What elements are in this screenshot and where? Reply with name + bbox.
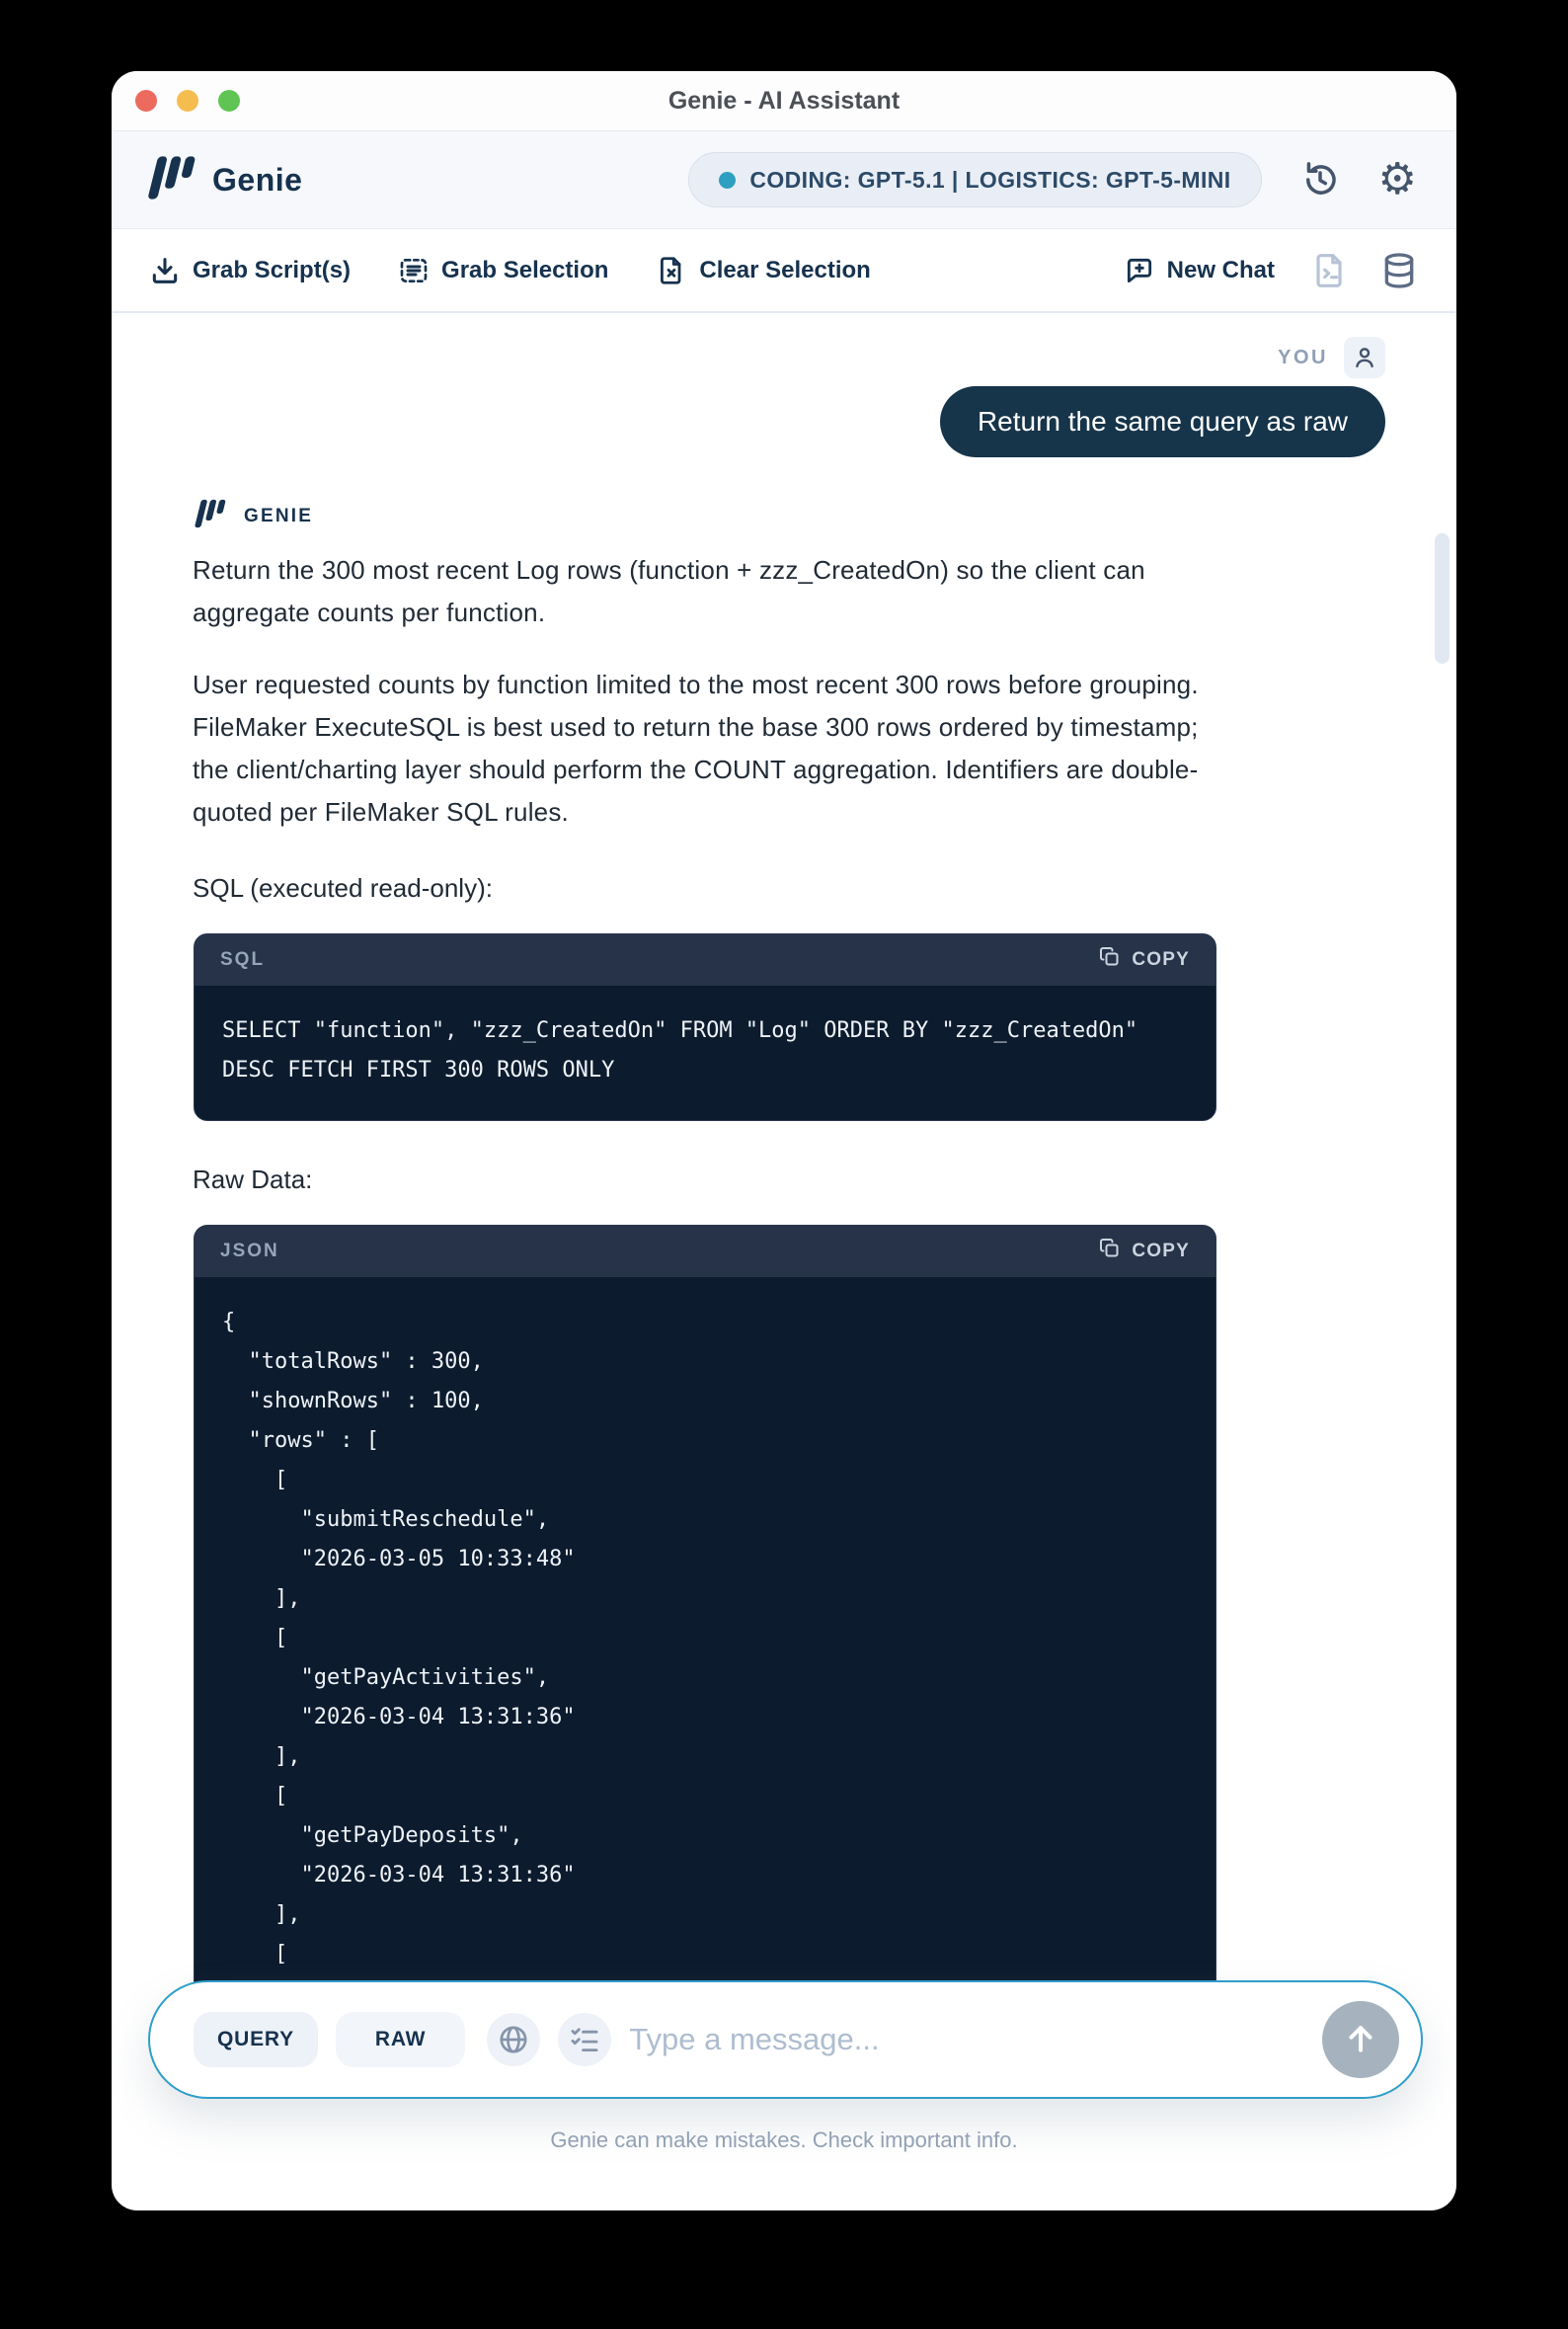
chat-area <box>112 337 1456 1995</box>
query-mode-chip[interactable]: QUERY <box>194 2012 318 2067</box>
close-window-button[interactable] <box>135 90 157 112</box>
sql-code-block <box>194 933 1216 1121</box>
grab-selection-label: Grab Selection <box>441 256 609 283</box>
database-icon[interactable] <box>1379 251 1419 290</box>
message-composer <box>148 1980 1423 2099</box>
sql-copy-button[interactable]: COPY <box>1098 945 1190 975</box>
genie-logo-icon-small <box>193 499 228 533</box>
copy-icon <box>1098 945 1122 975</box>
you-label: YOU <box>1278 346 1328 368</box>
clear-selection-label: Clear Selection <box>699 256 871 283</box>
json-code-block <box>194 1225 1216 1995</box>
send-arrow-icon <box>1341 2019 1380 2061</box>
send-button[interactable] <box>1322 2001 1399 2078</box>
genie-logo-icon <box>145 155 198 205</box>
history-icon[interactable] <box>1299 159 1341 201</box>
sql-language-badge: SQL <box>220 949 266 970</box>
copy-icon <box>1098 1237 1122 1266</box>
grab-scripts-button[interactable] <box>149 255 351 286</box>
user-avatar <box>1344 337 1385 378</box>
new-chat-button[interactable] <box>1124 255 1275 286</box>
app-window <box>112 71 1456 2210</box>
model-pill-label: CODING: GPT-5.1 | LOGISTICS: GPT-5-MINI <box>749 166 1231 193</box>
json-copy-button[interactable]: COPY <box>1098 1237 1190 1266</box>
assistant-paragraph-1: Return the 300 most recent Log rows (function + zzz_CreatedOn) so the client can aggregate counts per function. <box>193 555 1145 627</box>
assistant-paragraph-2: User requested counts by function limited to the most recent 300 rows before grouping. FileMaker ExecuteSQL is best used to return the base 300 rows ordered by timestamp; the client/charting layer should perform the COUNT aggregation. Identifiers are double-quoted per FileMaker SQL rules. <box>193 670 1199 827</box>
disclaimer-text: Genie can make mistakes. Check important info. <box>550 2128 1018 2152</box>
json-language-badge: JSON <box>220 1241 279 1261</box>
raw-mode-chip[interactable]: RAW <box>336 2012 465 2067</box>
status-dot <box>719 172 736 189</box>
selection-list-icon <box>398 255 430 286</box>
globe-icon[interactable] <box>487 2013 540 2066</box>
app-header <box>112 131 1456 229</box>
toolbar <box>112 229 1456 313</box>
scrollbar-thumb[interactable] <box>1435 533 1450 664</box>
sql-intro-text: SQL (executed read-only): <box>193 873 493 903</box>
brand-name: Genie <box>212 161 303 198</box>
checklist-icon[interactable] <box>558 2013 611 2066</box>
zoom-window-button[interactable] <box>218 90 240 112</box>
model-selector-pill[interactable] <box>688 152 1261 207</box>
grab-scripts-label: Grab Script(s) <box>193 256 352 283</box>
new-chat-bubble-icon <box>1124 255 1155 286</box>
window-title: Genie - AI Assistant <box>667 86 901 115</box>
json-code-text: { "totalRows" : 300, "shownRows" : 100, "rows" : [ [ "submitReschedule", "2026-03-05 10:33:48" ], [ "getPayActivities", "2026-03-04 13:31:36" ], [ "getPayDeposits", "2026-03-04 13:31:36" ], [ <box>222 1310 576 1967</box>
titlebar <box>112 71 1456 131</box>
clear-document-icon <box>656 255 687 286</box>
new-chat-label: New Chat <box>1166 256 1275 283</box>
clear-selection-button[interactable] <box>656 255 870 286</box>
script-file-icon[interactable] <box>1310 251 1350 290</box>
raw-data-label: Raw Data: <box>193 1164 313 1194</box>
message-input[interactable] <box>629 2022 1312 2057</box>
download-icon <box>149 255 181 286</box>
grab-selection-button[interactable] <box>398 255 608 286</box>
genie-label: GENIE <box>244 505 314 526</box>
sql-code-text: SELECT "function", "zzz_CreatedOn" FROM "Log" ORDER BY "zzz_CreatedOn" DESC FETCH FIRST 300 ROWS ONLY <box>222 1018 1151 1083</box>
gear-icon[interactable]: ⚙ <box>1377 155 1417 203</box>
minimize-window-button[interactable] <box>177 90 198 112</box>
brand <box>145 155 302 205</box>
user-message-bubble: Return the same query as raw <box>940 386 1385 457</box>
